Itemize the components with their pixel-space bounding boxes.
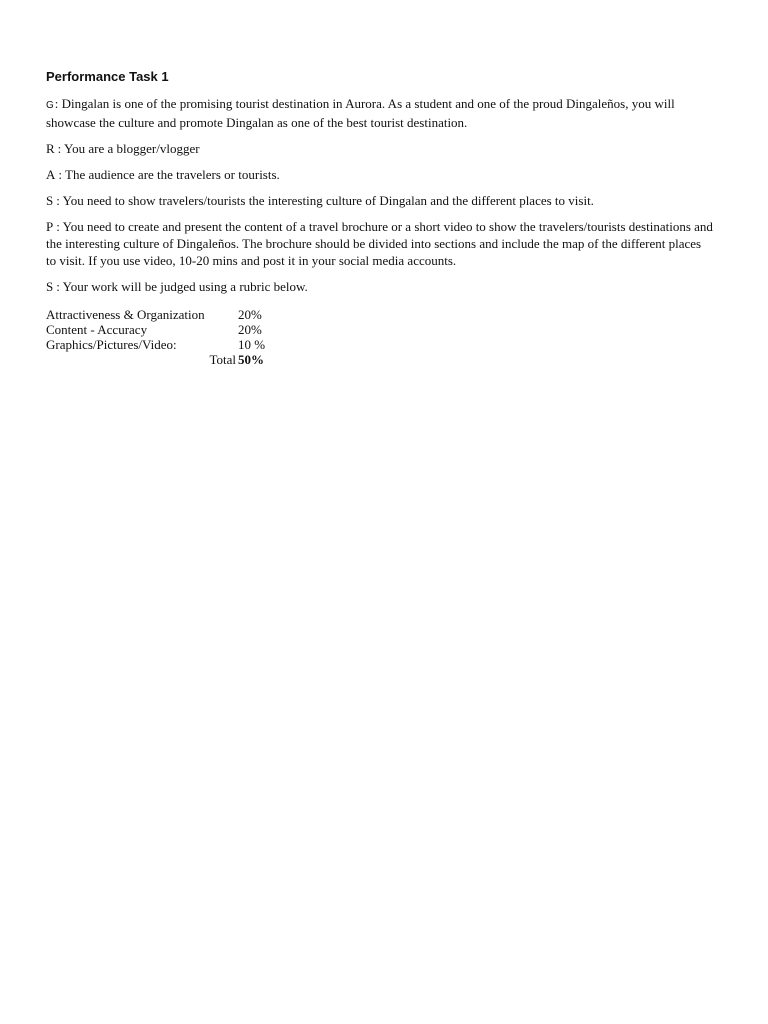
situation-text: : You need to show travelers/tourists the interesting culture of Dingalan and the different places to visit. — [56, 193, 594, 208]
standards-letter: S — [46, 279, 54, 294]
rubric-criterion: Attractiveness & Organization — [46, 307, 205, 322]
rubric-weight: 20% — [238, 322, 262, 337]
role-paragraph — [46, 140, 714, 157]
goal-text: : Dingalan is one of the promising tourist destination in Aurora. As a student and one of the proud Dingaleños, you will showcase the culture and promote Dingalan as one of the best tourist destination. — [46, 96, 675, 130]
rubric-criterion: Content - Accuracy — [46, 322, 148, 337]
audience-text: : The audience are the travelers or tourists. — [58, 167, 280, 182]
rubric-total-value: 50% — [238, 352, 264, 367]
product-paragraph — [46, 218, 714, 269]
document-title: Performance Task 1 — [46, 69, 169, 84]
product-letter: P — [46, 219, 54, 234]
standards-text: : Your work will be judged using a rubric below. — [56, 279, 308, 294]
rubric-total-label: Total — [209, 352, 236, 367]
role-text: : You are a blogger/vlogger — [57, 141, 200, 156]
goal-letter: G — [46, 100, 54, 111]
audience-letter: A — [46, 167, 56, 182]
rubric-weight: 20% — [238, 307, 262, 322]
rubric-criterion: Graphics/Pictures/Video: — [46, 337, 177, 352]
rubric-weight: 10 % — [238, 337, 266, 352]
rubric-row — [46, 307, 714, 322]
rubric-row — [46, 337, 714, 352]
rubric-total-row — [46, 352, 714, 367]
situation-paragraph — [46, 192, 714, 209]
audience-paragraph — [46, 166, 714, 183]
goal-paragraph — [46, 95, 714, 131]
product-text: : You need to create and present the content of a travel brochure or a short video to show the travelers/tourists destinations and the interesting culture of Dingaleños. The brochure should be divided into sections and include the map of the different places to visit. If you use video, 10-20 mins and post it in your social media accounts. — [46, 219, 713, 268]
document-page — [46, 68, 714, 367]
role-letter: R — [46, 141, 55, 156]
situation-letter: S — [46, 193, 54, 208]
standards-paragraph — [46, 278, 714, 295]
rubric-table — [46, 307, 714, 367]
rubric-row — [46, 322, 714, 337]
